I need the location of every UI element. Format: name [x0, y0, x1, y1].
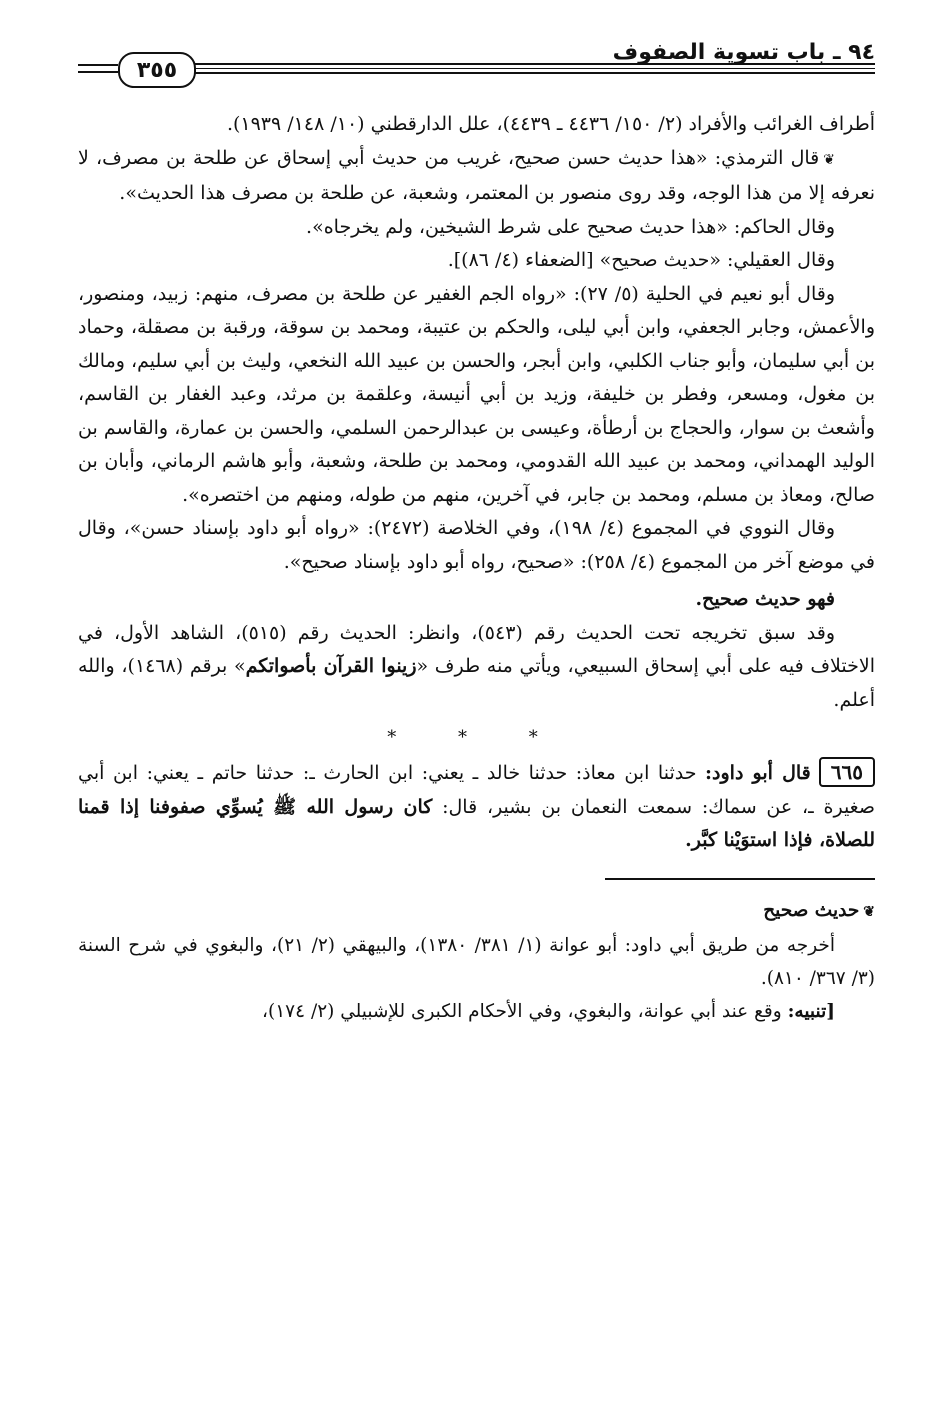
page-body: [78, 108, 875, 1028]
header-rule-left-top: [78, 64, 118, 66]
hadith-matn: كان رسول الله ﷺ يُسوِّي صفوفنا إذا قمنا للصلاة، فإذا استوَيْنا كبَّر.: [78, 795, 875, 851]
footnote-takhrij: أخرجه من طريق أبي داود: أبو عوانة (١/ ٣٨١/ ١٣٨٠)، والبيهقي (٢/ ٢١)، والبغوي في شرح السنة (٣/ ٣٦٧/ ٨١٠).: [78, 934, 875, 989]
cross-reference-end: » برقم (١٤٦٨)، والله أعلم.: [78, 655, 875, 711]
note-label: [تنبيه:: [787, 1000, 835, 1022]
header-rule-top: [190, 63, 875, 65]
paragraph-sources: أطراف الغرائب والأفراد (٢/ ١٥٠/ ٤٤٣٦ ـ ٤٤٣٩)، علل الدارقطني (١٠/ ١٤٨/ ١٩٣٩).: [226, 113, 875, 135]
note-text: وقع عند أبي عوانة، والبغوي، وفي الأحكام الكبرى للإشبيلي (٢/ ١٧٤)،: [262, 1000, 788, 1022]
paragraph-abu-nuaym: وقال أبو نعيم في الحلية (٥/ ٢٧): «رواه الجم الغفير عن طلحة بن مصرف، منهم: زبيد، ومنصور، والأعمش، وجابر الجعفي، وابن أبي ليلى، والحكم بن عتيبة، ومحمد بن سوقة، ورقبة بن مصقلة، وحماد بن أبي سليمان، وأبو جناب الكلبي، وابن أبجر، والحسن بن عبيد الله النخعي، وليث بن أبي سليم، ومالك بن مغول، ومسعر، وفطر بن خليفة، وزيد بن أبي أنيسة، وعلقمة بن مرثد، وعبد الغفار بن القاسم، وأشعث بن سوار، والحجاج بن أرطأة، وعيسى بن عبدالرحمن السلمي، والحسن بن عمارة، والقاسم بن الوليد الهمداني، ومحمد بن عبيد الله القدومي، ومحمد بن طلحة، وشعبة، وأبو هاشم الرماني، وأبان بن صالح، ومعاذ بن مسلم، ومحمد بن جابر، في آخرين، منهم من طوله، ومنهم من اختصره».: [78, 282, 875, 506]
hadith-number-badge: ٦٦٥: [819, 757, 875, 787]
header-rule-bottom: [190, 72, 875, 74]
leaf-icon: ❦: [823, 151, 835, 168]
page-number: ٣٥٥: [118, 52, 196, 88]
footnote-note: [78, 995, 875, 1028]
paragraph-tirmidhi: [78, 142, 875, 211]
hadith-isnad: حدثنا ابن معاذ: حدثنا خالد ـ يعني: ابن الحارث ـ: حدثنا حاتم ـ يعني: ابن أبي صغيرة ـ، عن سماك: سمعت النعمان بن بشير، قال:: [78, 762, 875, 818]
hadith-intro: قال أبو داود:: [705, 762, 811, 784]
paragraph-hakim: وقال الحاكم: «هذا حديث صحيح على شرط الشيخين، ولم يخرجاه».: [306, 215, 835, 238]
hadith-text: [78, 757, 875, 858]
paragraph-cross-reference: [78, 617, 875, 718]
section-separator: * * *: [387, 727, 566, 748]
grade-icon: ❦: [863, 903, 875, 920]
cross-reference-hadith: زينوا القرآن بأصواتكم: [245, 655, 417, 677]
header-rule-left-bottom: [78, 71, 118, 73]
page-header: [78, 40, 875, 100]
chapter-title: ٩٤ ـ باب تسوية الصفوف: [612, 40, 875, 65]
hadith-grade-text: حديث صحيح: [763, 899, 860, 921]
footnote-divider: [605, 878, 875, 880]
paragraph-uqayli: وقال العقيلي: «حديث صحيح» [الضعفاء (٤/ ٨٦)].: [447, 249, 835, 271]
header-rule-middle: [190, 68, 875, 69]
paragraph-tirmidhi-text: قال الترمذي: «هذا حديث حسن صحيح، غريب من حديث أبي إسحاق عن طلحة بن مصرف، لا نعرفه إلا من هذا الوجه، وقد روى منصور بن المعتمر، وشعبة، عن طلحة بن مصرف هذا الحديث».: [78, 146, 875, 204]
verdict: فهو حديث صحيح.: [695, 588, 835, 610]
paragraph-nawawi: وقال النووي في المجموع (٤/ ١٩٨)، وفي الخلاصة (٢٤٧٢): «رواه أبو داود بإسناد حسن»، وقال في موضع آخر من المجموع (٤/ ٢٥٨): «صحيح، رواه أبو داود بإسناد صحيح».: [78, 517, 875, 573]
hadith-grade: [78, 894, 875, 929]
cross-reference-text: وقد سبق تخريجه تحت الحديث رقم (٥٤٣)، وانظر: الحديث رقم (٥١٥)، الشاهد الأول، في الاختلاف فيه على أبي إسحاق السبيعي، ويأتي منه طرف «: [78, 621, 875, 677]
